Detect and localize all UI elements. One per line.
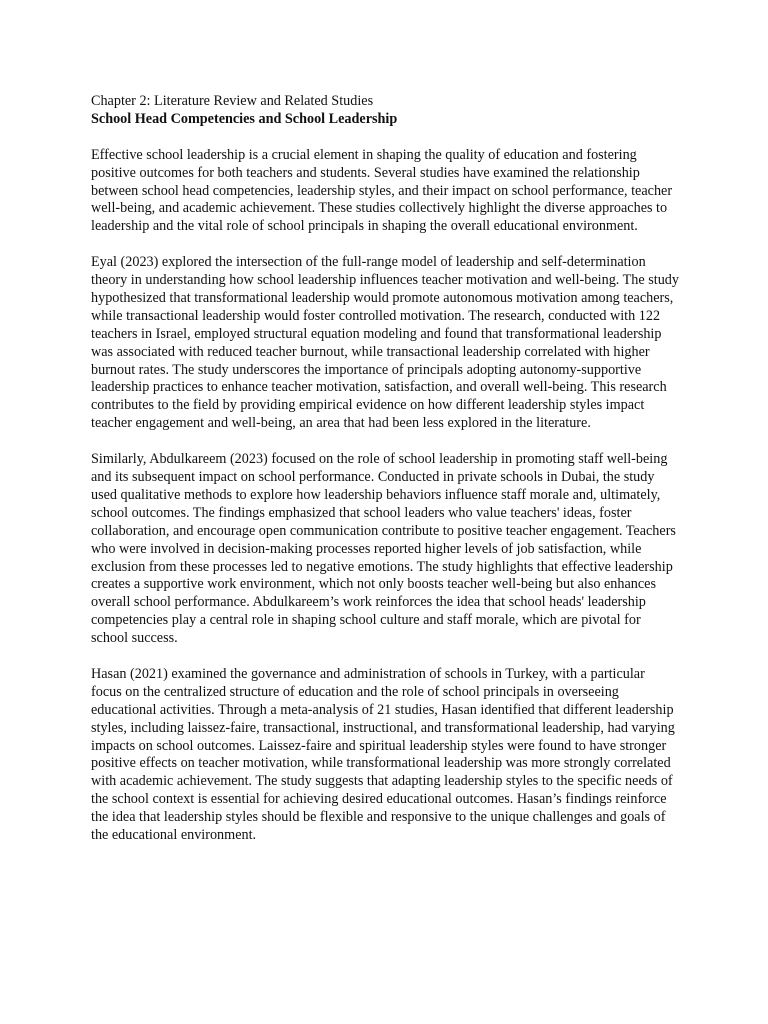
paragraph-hasan: Hasan (2021) examined the governance and administration of schools in Turkey, with a particular focus on the centralized structure of education and the role of school principals in overseeing educational activities. Through a meta-analysis of 21 studies, Hasan identified that different leadership styles, including laissez-faire, transactional, instructional, and transformational leadership, had varying impacts on school outcomes. Laissez-faire and spiritual leadership styles were found to have stronger positive effects on teacher motivation, while transformational leadership was more strongly correlated with academic achievement. The study suggests that adapting leadership styles to the specific needs of the school context is essential for achieving desired educational outcomes. Hasan’s findings reinforce the idea that leadership styles should be flexible and responsive to the unique challenges and goals of the educational environment. (91, 665, 675, 844)
paragraph-intro: Effective school leadership is a crucial element in shaping the quality of education and fostering positive outcomes for both teachers and students. Several studies have examined the relationship between school head competencies, leadership styles, and their impact on school performance, teacher well-being, and academic achievement. These studies collectively highlight the diverse approaches to leadership and the vital role of school principals in shaping the overall educational environment. (91, 146, 673, 235)
section-heading: School Head Competencies and School Leadership (91, 110, 398, 127)
chapter-heading: Chapter 2: Literature Review and Related Studies (91, 93, 374, 109)
paragraph-abdulkareem: Similarly, Abdulkareem (2023) focused on the role of school leadership in promoting staff well-being and its subsequent impact on school performance. Conducted in private schools in Dubai, the study used qualitative methods to explore how leadership behaviors influence staff morale and, ultimately, school outcomes. The findings emphasized that school leaders who value teachers' ideas, foster collaboration, and encourage open communication contribute to positive teacher engagement. Teachers who were involved in decision-making processes reported higher levels of job satisfaction, while exclusion from these processes led to negative emotions. The study highlights that effective leadership creates a supportive work environment, which not only boosts teacher well-being but also enhances overall school performance. Abdulkareem’s work reinforces the idea that school heads' leadership competencies play a central role in shaping school culture and staff morale, which are pivotal for school success. (91, 451, 676, 647)
document-page (91, 93, 679, 845)
paragraph-eyal: Eyal (2023) explored the intersection of the full-range model of leadership and self-determination theory in understanding how school leadership influences teacher motivation and well-being. The study hypothesized that transformational leadership would promote autonomous motivation among teachers, while transactional leadership would foster controlled motivation. The research, conducted with 122 teachers in Israel, employed structural equation modeling and found that transformational leadership was associated with reduced teacher burnout, while transactional leadership correlated with higher burnout rates. The study underscores the importance of principals adopting autonomy-supportive leadership practices to enhance teacher motivation, satisfaction, and overall well-being. This research contributes to the field by providing empirical evidence on how different leadership styles impact teacher engagement and well-being, an area that had been less explored in the literature. (91, 254, 679, 432)
